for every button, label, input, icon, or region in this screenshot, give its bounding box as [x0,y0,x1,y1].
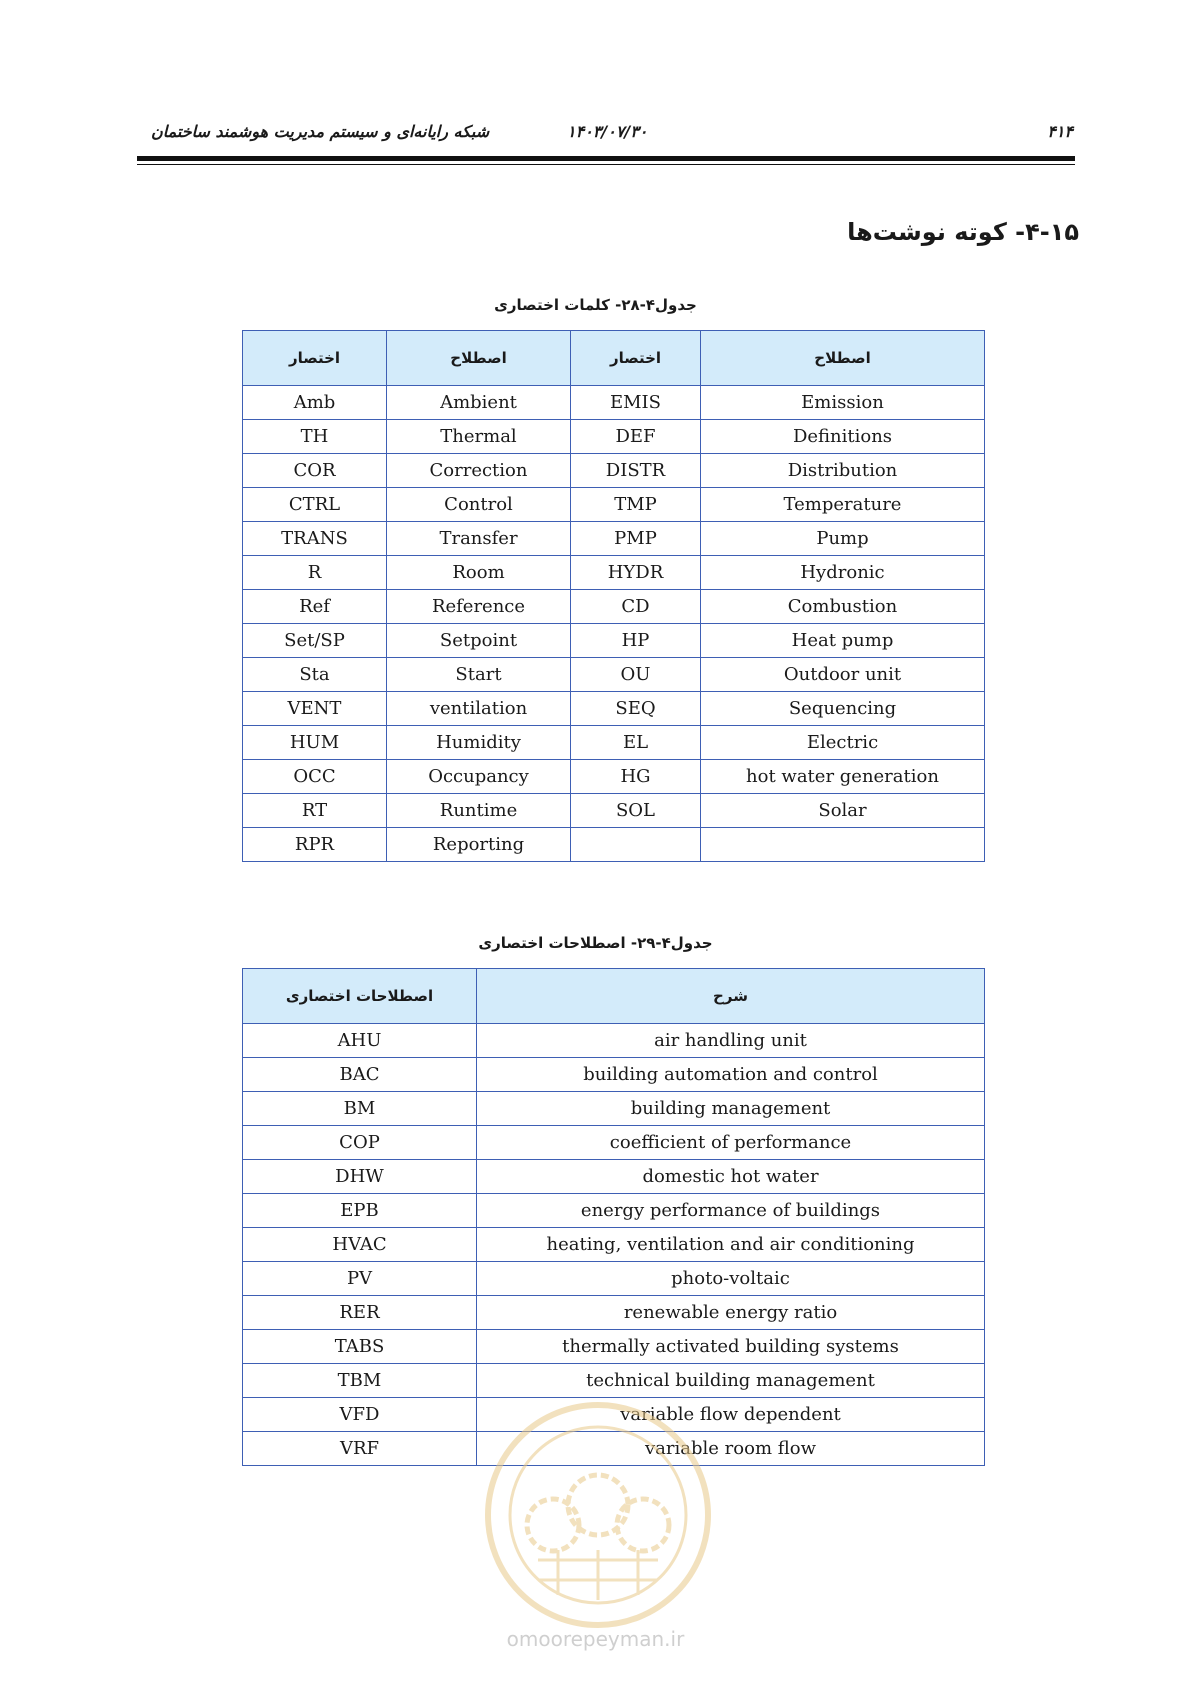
table-row [243,1024,985,1058]
table-cell: VRF [243,1432,477,1466]
page-header [137,118,1075,148]
table-cell: HP [571,624,701,658]
table-row [243,556,985,590]
table-row [243,828,985,862]
header-title: شبکه رایانه‌ای و سیستم مدیریت هوشمند ساختمان [151,122,490,141]
table-cell: HUM [243,726,387,760]
table-cell [701,828,985,862]
table-row [243,794,985,828]
table-cell: Definitions [701,420,985,454]
table-row [243,386,985,420]
table-cell: Hydronic [701,556,985,590]
table-row [243,726,985,760]
table-cell: Setpoint [387,624,571,658]
table-row [243,1262,985,1296]
table-cell [571,828,701,862]
table-cell: Ref [243,590,387,624]
table-cell: Combustion [701,590,985,624]
section-title: ۴-۱۵- کوته نوشت‌ها [847,218,1079,246]
table-cell: Occupancy [387,760,571,794]
table-header-row [243,969,985,1024]
table-cell: PV [243,1262,477,1296]
table-cell: Runtime [387,794,571,828]
table-cell: Transfer [387,522,571,556]
table-row [243,522,985,556]
table-cell: Sta [243,658,387,692]
table-cell: domestic hot water [477,1160,985,1194]
table-cell: HG [571,760,701,794]
table-cell: EMIS [571,386,701,420]
table-cell: hot water generation [701,760,985,794]
table-cell: RT [243,794,387,828]
table-cell: Temperature [701,488,985,522]
column-header: اختصار [571,331,701,386]
table-cell: OCC [243,760,387,794]
table-row [243,488,985,522]
table-cell: AHU [243,1024,477,1058]
table-cell: Humidity [387,726,571,760]
table-cell: TRANS [243,522,387,556]
table-cell: variable room flow [477,1432,985,1466]
terms-table [242,968,985,1466]
column-header: شرح [477,969,985,1024]
table-cell: variable flow dependent [477,1398,985,1432]
table-cell: Set/SP [243,624,387,658]
table-cell: renewable energy ratio [477,1296,985,1330]
table-cell: CTRL [243,488,387,522]
table-row [243,1126,985,1160]
column-header: اصطلاحات اختصاری [243,969,477,1024]
table-cell: Pump [701,522,985,556]
table-row [243,1228,985,1262]
table-row [243,760,985,794]
table-cell: Ambient [387,386,571,420]
table-cell: Control [387,488,571,522]
table-row [243,624,985,658]
table-cell: DHW [243,1160,477,1194]
table-cell: Start [387,658,571,692]
table-cell: HVAC [243,1228,477,1262]
table-cell: Reporting [387,828,571,862]
table-cell: CD [571,590,701,624]
table-cell: coefficient of performance [477,1126,985,1160]
header-divider-thin [137,164,1075,165]
table-cell: Sequencing [701,692,985,726]
table-cell: VENT [243,692,387,726]
table-cell: OU [571,658,701,692]
table-row [243,658,985,692]
table-cell: EL [571,726,701,760]
table-body [243,386,985,862]
column-header: اصطلاح [387,331,571,386]
table-header-row [243,331,985,386]
table-cell: COR [243,454,387,488]
table-cell: BM [243,1092,477,1126]
table-row [243,590,985,624]
table-cell: Room [387,556,571,590]
table-row [243,1160,985,1194]
page-number: ۴۱۴ [1047,122,1073,141]
table-cell: Solar [701,794,985,828]
table-cell: Emission [701,386,985,420]
table-cell: Heat pump [701,624,985,658]
table-cell: RER [243,1296,477,1330]
header-date: ۱۴۰۳/۰۷/۳۰ [567,122,648,141]
table-row [243,1058,985,1092]
table-cell: TBM [243,1364,477,1398]
abbreviations-table [242,330,985,862]
table-cell: PMP [571,522,701,556]
table-cell: building automation and control [477,1058,985,1092]
table-cell: VFD [243,1398,477,1432]
table-cell: SOL [571,794,701,828]
table-cell: photo-voltaic [477,1262,985,1296]
table-cell: building management [477,1092,985,1126]
table-cell: DEF [571,420,701,454]
watermark-text: omoorepeyman.ir [506,1627,685,1651]
table-cell: HYDR [571,556,701,590]
table-cell: thermally activated building systems [477,1330,985,1364]
table2-caption: جدول۴-۲۹- اصطلاحات اختصاری [478,934,713,952]
column-header: اختصار [243,331,387,386]
table-cell: energy performance of buildings [477,1194,985,1228]
table-cell: COP [243,1126,477,1160]
table-cell: Distribution [701,454,985,488]
table-cell: R [243,556,387,590]
table-cell: TH [243,420,387,454]
table-row [243,420,985,454]
table-cell: Reference [387,590,571,624]
table-row [243,1296,985,1330]
table-cell: TMP [571,488,701,522]
table-row [243,1194,985,1228]
table-row [243,692,985,726]
column-header: اصطلاح [701,331,985,386]
table-cell: air handling unit [477,1024,985,1058]
table-row [243,454,985,488]
table-cell: BAC [243,1058,477,1092]
table-row [243,1092,985,1126]
watermark-seal-icon [483,1400,713,1630]
table-cell: SEQ [571,692,701,726]
table-cell: ventilation [387,692,571,726]
table-cell: Correction [387,454,571,488]
table-row [243,1330,985,1364]
table-row [243,1364,985,1398]
table-cell: DISTR [571,454,701,488]
table-cell: TABS [243,1330,477,1364]
header-divider-thick [137,156,1075,161]
table-cell: heating, ventilation and air conditioning [477,1228,985,1262]
table1-caption: جدول۴-۲۸- کلمات اختصاری [494,296,697,314]
table-cell: EPB [243,1194,477,1228]
table-cell: RPR [243,828,387,862]
table-cell: technical building management [477,1364,985,1398]
table-cell: Thermal [387,420,571,454]
table-cell: Electric [701,726,985,760]
table-cell: Outdoor unit [701,658,985,692]
table-cell: Amb [243,386,387,420]
